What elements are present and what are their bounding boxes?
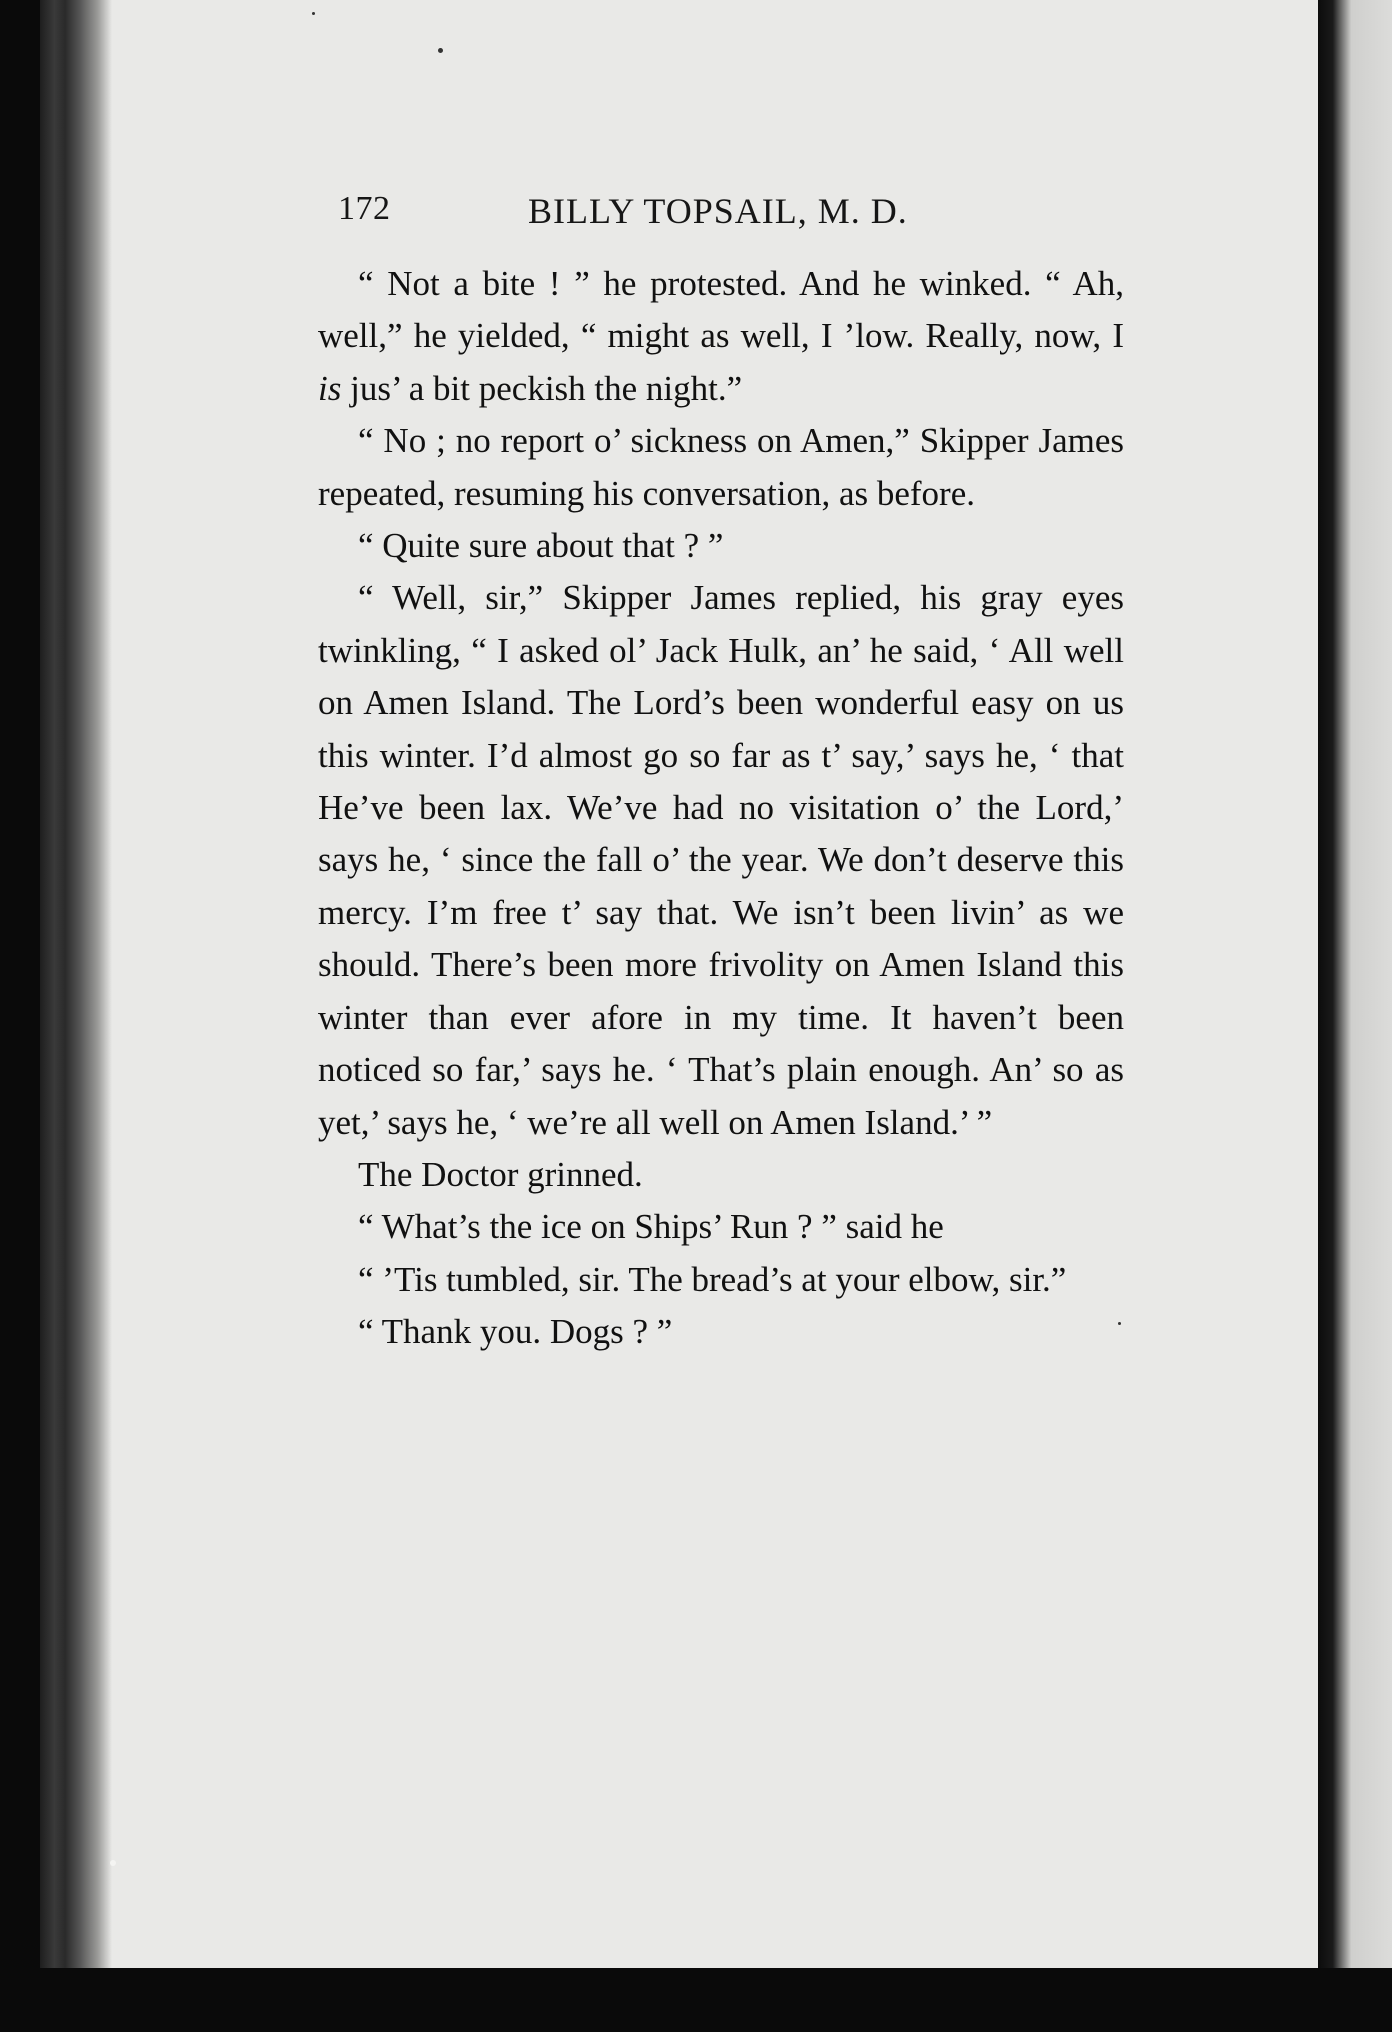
binding-shadow	[40, 0, 112, 1968]
paragraph: “ No ; no report o’ sickness on Amen,” Skipper James repeated, resuming his conversation, as before.	[318, 421, 1124, 513]
paragraph: “ What’s the ice on Ships’ Run ? ” said he	[358, 1207, 944, 1247]
italic-word: is	[318, 368, 342, 408]
scan-border	[0, 1968, 1392, 2032]
paragraph: “ Well, sir,” Skipper James replied, his gray eyes twinkling, “ I asked ol’ Jack Hulk, an’ he said, ‘ All well on Amen Island. The Lord’s been wonderful easy on us this winter. I’d almost go so far as t’ say,’ says he, ‘ that He’ve been lax. We’ve had no visitation o’ the Lord,’ says he, ‘ since the fall o’ the year. We don’t deserve this mercy. I’m free t’ say that. We isn’t been livin’ as we should. There’s been more frivolity on Amen Island this winter than ever afore in my time. It haven’t been noticed so far,’ says he. ‘ That’s plain enough. An’ so as yet,’ says he, ‘ we’re all well on Amen Island.’ ”	[318, 578, 1124, 1142]
paragraph: “ Thank you. Dogs ? ”	[358, 1312, 673, 1352]
paragraph	[318, 258, 1124, 415]
body-text	[318, 258, 1124, 1359]
paragraph-text: “ Not a bite ! ” he protested. And he winked. “ Ah, well,” he yielded, “ might as well, I ’low. Really, now, I	[318, 264, 1124, 356]
page-header	[338, 190, 958, 244]
page-number: 172	[338, 190, 391, 227]
paragraph: “ ’Tis tumbled, sir. The bread’s at your elbow, sir.”	[358, 1259, 1067, 1299]
paragraph-text: jus’ a bit peckish the night.”	[350, 368, 743, 408]
facing-page-edge	[1318, 0, 1392, 2032]
running-head: BILLY TOPSAIL, M. D.	[528, 191, 908, 231]
paragraph: The Doctor grinned.	[358, 1154, 643, 1194]
paragraph: “ Quite sure about that ? ”	[358, 526, 724, 566]
